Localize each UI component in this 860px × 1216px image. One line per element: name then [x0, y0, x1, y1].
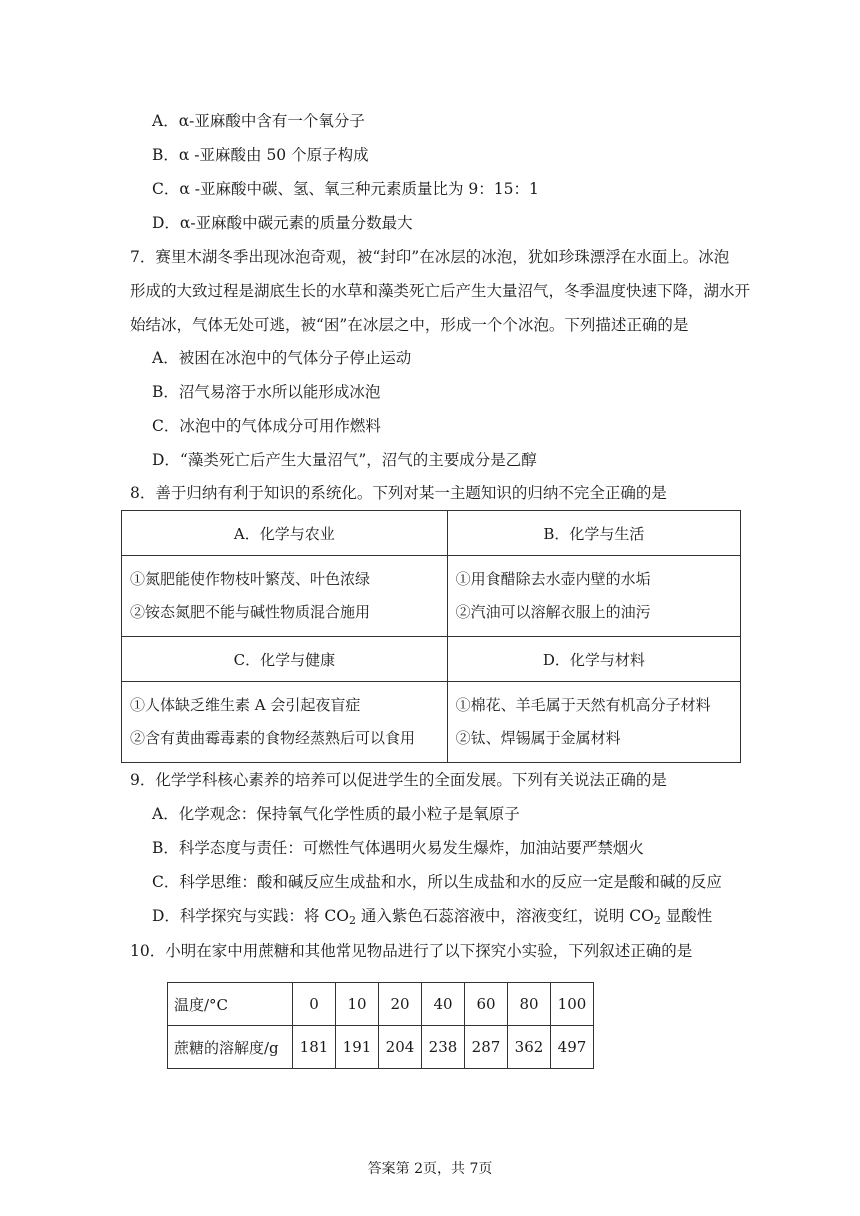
solubility-cell: 181	[293, 1026, 336, 1069]
q9-option-d	[152, 905, 712, 932]
q8-c-item-1: ①人体缺乏维生素 A 会引起夜盲症	[130, 696, 361, 714]
q7-stem-line-2: 形成的大致过程是湖底生长的水草和藻类死亡后产生大量沼气，冬季温度快速下降，湖水开	[130, 282, 751, 300]
q8-c-item-2: ②含有黄曲霉毒素的食物经蒸熟后可以食用	[130, 729, 416, 747]
solubility-cell: 238	[422, 1026, 465, 1069]
q6-option-a: A．α-亚麻酸中含有一个氧分子	[152, 112, 365, 130]
q7-stem-line-1: 7．赛里木湖冬季出现冰泡奇观，被“封印”在冰层的冰泡，犹如珍珠漂浮在水面上。冰泡	[130, 248, 730, 266]
temperature-cell: 60	[465, 983, 508, 1026]
q8-cell-b-head: B．化学与生活	[447, 511, 740, 556]
solubility-cell: 287	[465, 1026, 508, 1069]
q8-a-item-2: ②铵态氮肥不能与碱性物质混合施用	[130, 603, 371, 621]
q9-d-text-3: 显酸性	[660, 907, 713, 925]
temperature-cell: 0	[293, 983, 336, 1026]
q8-d-item-2: ②钛、焊锡属于金属材料	[455, 729, 621, 747]
temperature-cell: 100	[551, 983, 594, 1026]
q9-stem: 9．化学学科核心素养的培养可以促进学生的全面发展。下列有关说法正确的是	[130, 771, 667, 789]
q9-d-text-1: D．科学探究与实践：将 CO	[152, 907, 349, 925]
temperature-row	[168, 983, 594, 1026]
q7-option-c: C．冰泡中的气体成分可用作燃料	[152, 417, 381, 435]
q8-a-item-1: ①氮肥能使作物枝叶繁茂、叶色浓绿	[130, 570, 371, 588]
q9-d-subscript-1: 2	[348, 914, 356, 927]
temperature-cell: 80	[508, 983, 551, 1026]
q8-cell-a-head: A．化学与农业	[122, 511, 448, 556]
temperature-cell: 10	[336, 983, 379, 1026]
q7-option-b: B．沼气易溶于水所以能形成冰泡	[152, 383, 381, 401]
q8-b-item-1: ①用食醋除去水壶内壁的水垢	[455, 570, 651, 588]
solubility-cell: 362	[508, 1026, 551, 1069]
solubility-label: 蔗糖的溶解度/g	[168, 1026, 293, 1069]
q7-option-d: D．“藻类死亡后产生大量沼气”，沼气的主要成分是乙醇	[152, 451, 537, 469]
q9-option-c: C．科学思维：酸和碱反应生成盐和水，所以生成盐和水的反应一定是酸和碱的反应	[152, 873, 722, 891]
q9-d-text-2: 通入紫色石蕊溶液中，溶液变红，说明 CO	[355, 907, 654, 925]
q10-solubility-table	[167, 982, 594, 1069]
q6-option-b: B．α -亚麻酸由 50 个原子构成	[152, 146, 369, 164]
q7-option-a: A．被困在冰泡中的气体分子停止运动	[152, 349, 412, 367]
q6-option-d: D．α-亚麻酸中碳元素的质量分数最大	[152, 214, 413, 232]
solubility-cell: 191	[336, 1026, 379, 1069]
q8-cell-b-body	[447, 556, 740, 637]
q9-option-a: A．化学观念：保持氧气化学性质的最小粒子是氧原子	[152, 805, 520, 823]
q8-cell-d-body	[447, 682, 740, 763]
q8-table	[121, 510, 741, 763]
q6-option-c: C．α -亚麻酸中碳、氢、氧三种元素质量比为 9：15：1	[152, 180, 539, 198]
q8-stem: 8．善于归纳有利于知识的系统化。下列对某一主题知识的归纳不完全正确的是	[130, 484, 667, 502]
q8-cell-c-body	[122, 682, 448, 763]
temperature-cell: 20	[379, 983, 422, 1026]
q8-cell-a-body	[122, 556, 448, 637]
q7-stem-line-3: 始结冰，气体无处可逃，被“困”在冰层之中，形成一个个冰泡。下列描述正确的是	[130, 316, 689, 334]
q8-d-item-1: ①棉花、羊毛属于天然有机高分子材料	[455, 696, 711, 714]
q8-cell-d-head: D．化学与材料	[447, 637, 740, 682]
q10-stem: 10．小明在家中用蔗糖和其他常见物品进行了以下探究小实验，下列叙述正确的是	[130, 942, 693, 960]
q9-option-b: B．科学态度与责任：可燃性气体遇明火易发生爆炸，加油站要严禁烟火	[152, 839, 644, 857]
q8-cell-c-head: C．化学与健康	[122, 637, 448, 682]
temperature-cell: 40	[422, 983, 465, 1026]
q8-b-item-2: ②汽油可以溶解衣服上的油污	[455, 603, 651, 621]
q9-d-subscript-2: 2	[653, 914, 661, 927]
page-footer: 答案第 2页，共 7页	[367, 1161, 493, 1177]
solubility-row	[168, 1026, 594, 1069]
solubility-cell: 204	[379, 1026, 422, 1069]
solubility-cell: 497	[551, 1026, 594, 1069]
temperature-label: 温度/°C	[168, 983, 293, 1026]
